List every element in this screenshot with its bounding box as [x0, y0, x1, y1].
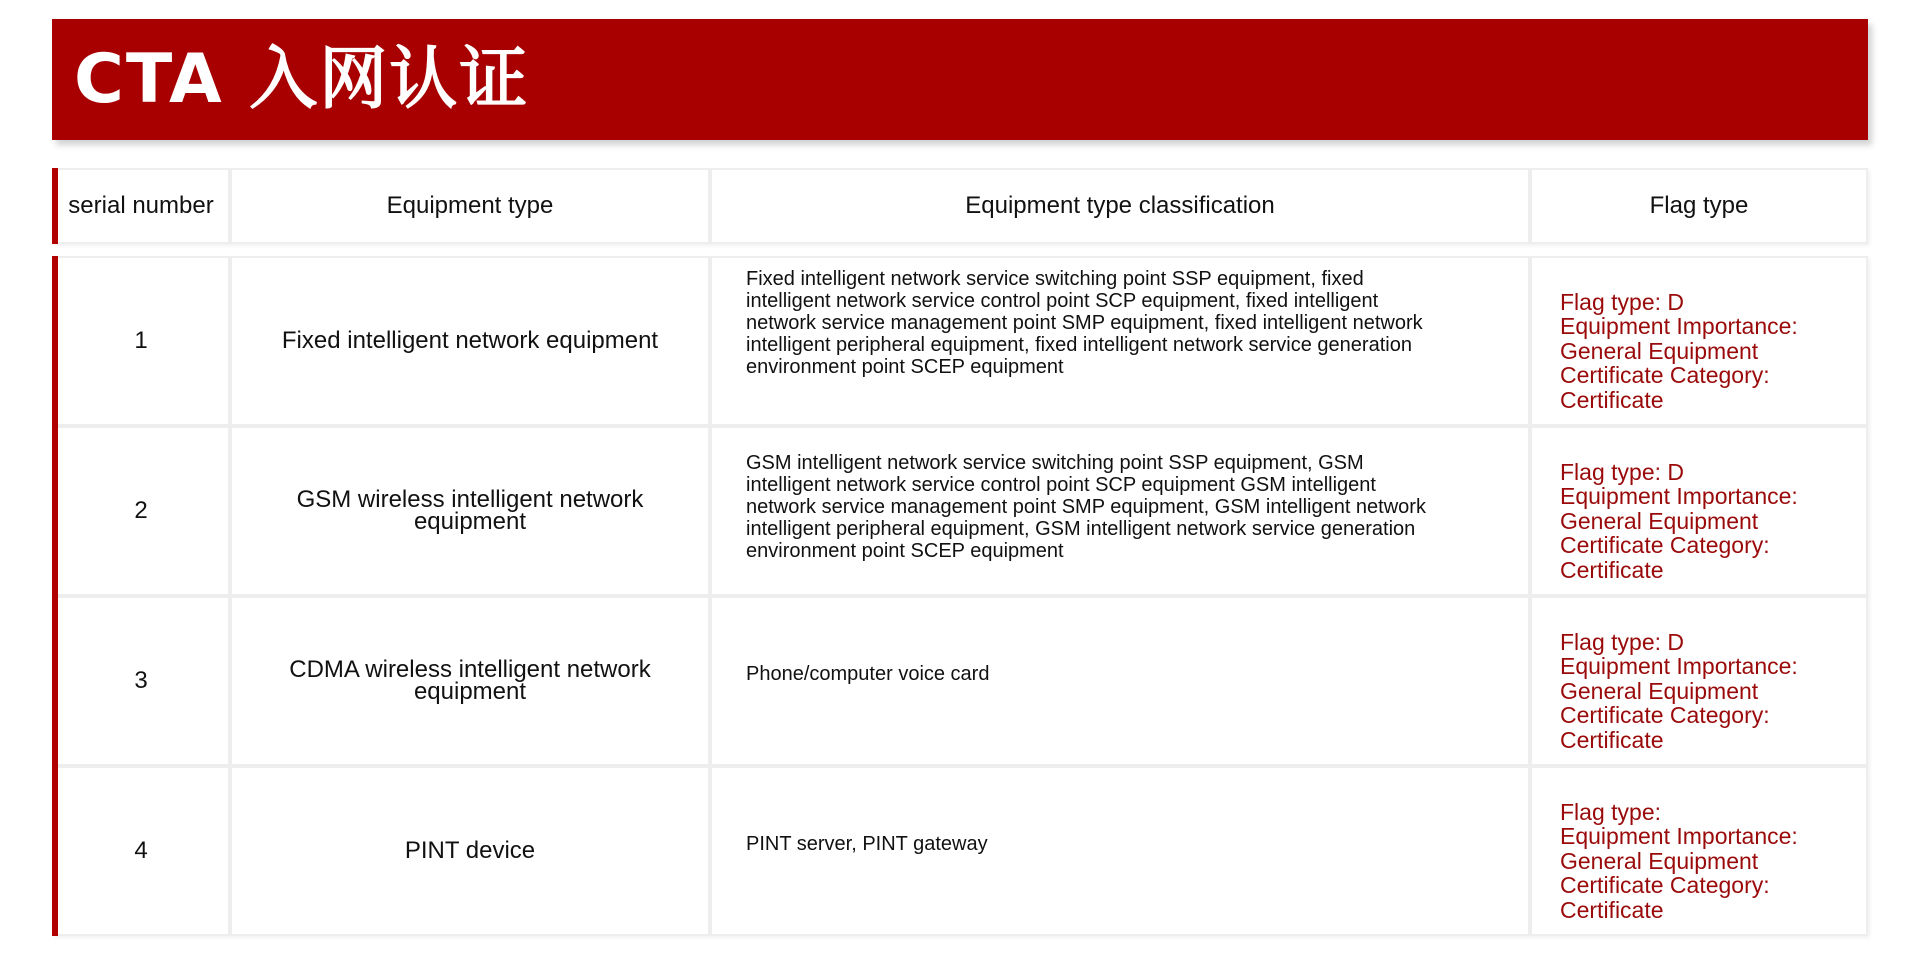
table-row: [52, 426, 1868, 596]
page-title: CTA 入网认证: [74, 39, 530, 119]
flag-type-cell: [1530, 766, 1868, 936]
flag-type-text: Flag type: D Equipment Importance: General Equipment Certificate Category: Certificate: [1560, 628, 1798, 753]
flag-type-text: Flag type: D Equipment Importance: General Equipment Certificate Category: Certificate: [1560, 458, 1798, 583]
classification-text: GSM intelligent network service switching point SSP equipment, GSM intelligent network service control point SCP equipment GSM intelligent network service management point SMP equipment, GSM intelligent network intelligent peripheral equipment, GSM intelligent network service generation environment point SCEP equipment: [746, 452, 1426, 562]
classification-cell: [710, 766, 1530, 936]
table-row: [52, 256, 1868, 426]
body-accent-bar: [52, 256, 58, 936]
classification-text: Phone/computer voice card: [746, 663, 990, 685]
equipment-type-cell: CDMA wireless intelligent network equipment: [230, 596, 710, 766]
header-accent-bar: [52, 168, 58, 244]
column-header-flag-type: Flag type: [1530, 168, 1868, 244]
serial-number-cell: 3: [52, 596, 230, 766]
serial-number-cell: 4: [52, 766, 230, 936]
column-header-classification: Equipment type classification: [710, 168, 1530, 244]
title-banner: [52, 19, 1868, 140]
flag-type-cell: [1530, 426, 1868, 596]
classification-cell: [710, 256, 1530, 426]
classification-cell: [710, 596, 1530, 766]
flag-type-cell: [1530, 256, 1868, 426]
flag-type-cell: [1530, 596, 1868, 766]
flag-type-text: Flag type: Equipment Importance: General Equipment Certificate Category: Certificate: [1560, 798, 1798, 923]
equipment-type-cell: PINT device: [230, 766, 710, 936]
serial-number-cell: 2: [52, 426, 230, 596]
equipment-type-cell: Fixed intelligent network equipment: [230, 256, 710, 426]
table-row: [52, 766, 1868, 936]
table-header-row: [52, 168, 1868, 244]
serial-number-cell: 1: [52, 256, 230, 426]
column-header-serial: serial number: [52, 168, 230, 244]
flag-type-text: Flag type: D Equipment Importance: General Equipment Certificate Category: Certificate: [1560, 288, 1798, 413]
classification-cell: [710, 426, 1530, 596]
classification-text: PINT server, PINT gateway: [746, 833, 988, 855]
table-row: [52, 596, 1868, 766]
equipment-type-cell: GSM wireless intelligent network equipment: [230, 426, 710, 596]
classification-text: Fixed intelligent network service switching point SSP equipment, fixed intelligent network service control point SCP equipment, fixed intelligent network service management point SMP equipment, fixed intelligent network intelligent peripheral equipment, fixed intelligent network service generation environment point SCEP equipment: [746, 268, 1423, 378]
column-header-equipment-type: Equipment type: [230, 168, 710, 244]
